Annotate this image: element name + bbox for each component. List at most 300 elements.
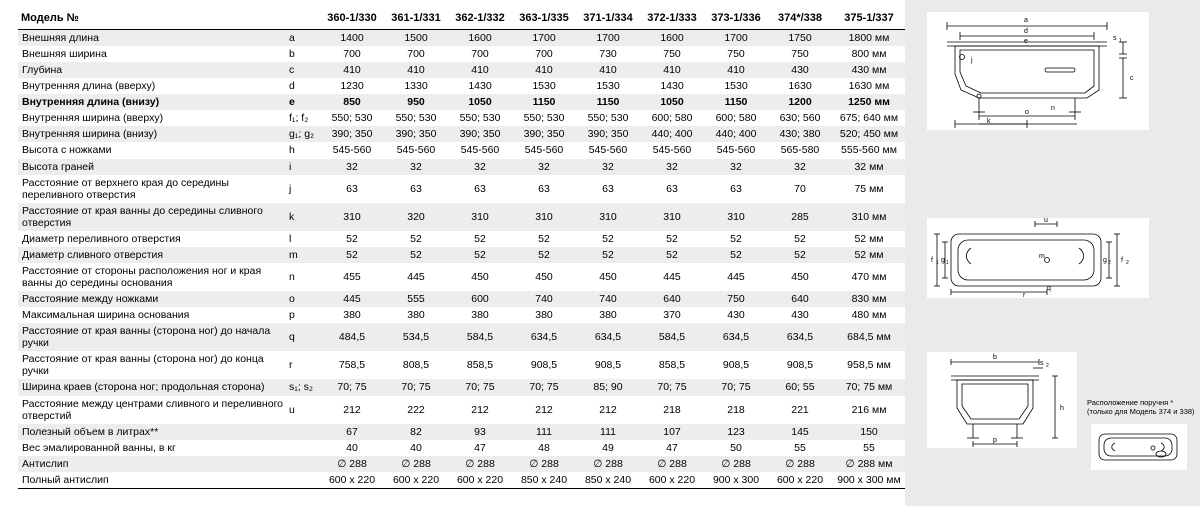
cell-value: 1700 xyxy=(576,30,640,47)
cell-value: 750 xyxy=(727,48,745,61)
cell-value: 111 xyxy=(576,424,640,440)
cell-value: 950 xyxy=(384,94,448,110)
cell-value: 390; 350 xyxy=(384,126,448,142)
cell-value: 440; 400 xyxy=(704,126,768,142)
cell-value: 1700 xyxy=(512,30,576,47)
dim-label-s2: s xyxy=(1040,360,1044,367)
cell-value: 32 xyxy=(768,159,832,175)
cell-value: 750 xyxy=(791,48,809,61)
cell-value: 600 xyxy=(448,291,512,307)
cell-value: 584,5 xyxy=(640,323,704,351)
cell-value: 640 xyxy=(640,291,704,307)
dim-label-s1: s xyxy=(1113,35,1117,42)
cell-value: 600 x 220 xyxy=(448,472,512,489)
row-label: Антислип xyxy=(18,456,286,472)
cell-value: 70; 75 xyxy=(448,379,512,395)
cell-value: 1600 xyxy=(448,30,512,47)
cell-value: 600; 580 xyxy=(651,112,693,125)
cell-value: 47 xyxy=(474,441,486,454)
table-row xyxy=(18,159,906,175)
row-label: Полный антислип xyxy=(18,472,286,489)
table-row xyxy=(18,456,906,472)
front-section-svg xyxy=(927,352,1077,448)
cell-value: 858,5 xyxy=(658,359,686,372)
cell-value: 634,5 xyxy=(768,323,832,351)
table-row xyxy=(18,203,906,231)
cell-value: 640 xyxy=(768,291,832,307)
cell-value: 63 xyxy=(346,182,358,195)
cell-value: 908,5 xyxy=(530,359,558,372)
dim-label-g1: g xyxy=(941,257,945,264)
row-symbol xyxy=(286,424,320,440)
cell-value: 480 мм xyxy=(851,309,887,322)
dim-label-u: u xyxy=(1044,218,1048,224)
cell-value: 52 xyxy=(576,247,640,263)
cell-value: 52 xyxy=(704,247,768,263)
cell-value: 93 xyxy=(448,424,512,440)
cell-value: 310 мм xyxy=(832,203,906,231)
cell-value: ∅ 288 xyxy=(448,456,512,472)
header-cell-model-2: 362-1/332 xyxy=(448,8,512,30)
cell-value: ∅ 288 мм xyxy=(832,456,906,472)
cell-value: 550; 530 xyxy=(459,112,501,125)
cell-value: 52 xyxy=(320,247,384,263)
table-row xyxy=(18,472,906,489)
cell-value: 63 xyxy=(474,182,486,195)
table-row xyxy=(18,396,906,424)
cell-value: 830 мм xyxy=(832,291,906,307)
top-plan-svg xyxy=(927,218,1149,298)
cell-value: 48 xyxy=(538,441,550,454)
cell-value: 634,5 xyxy=(704,323,768,351)
cell-value: 310 xyxy=(512,203,576,231)
row-label: Вес эмалированной ванны, в кг xyxy=(22,441,176,454)
cell-value: 440; 400 xyxy=(640,126,704,142)
cell-value: 52 xyxy=(768,247,832,263)
cell-value: 630; 560 xyxy=(779,112,821,125)
cell-value: 555 xyxy=(384,291,448,307)
row-symbol: h xyxy=(289,144,295,157)
cell-value: 600 x 220 xyxy=(768,472,832,489)
cell-value: 70; 75 xyxy=(320,379,384,395)
cell-value: 555-560 мм xyxy=(841,144,897,157)
row-symbol: m xyxy=(286,247,320,263)
cell-value: 1750 xyxy=(768,30,832,47)
cell-value: 150 xyxy=(832,424,906,440)
svg-text:2: 2 xyxy=(1046,363,1049,369)
cell-value: 1700 xyxy=(704,30,768,47)
table-row xyxy=(18,263,906,291)
cell-value: 52 мм xyxy=(854,232,884,245)
cell-value: ∅ 288 xyxy=(576,456,640,472)
cell-value: 1230 xyxy=(340,80,364,93)
dim-label-m: m xyxy=(1039,253,1045,260)
table-row xyxy=(18,231,906,247)
front-section-drawing xyxy=(927,352,1077,448)
handle-caption: Расположение поручня * (только для Модель 374 и 338) xyxy=(1087,398,1195,417)
table-row xyxy=(18,78,906,94)
cell-value: 32 xyxy=(384,159,448,175)
row-symbol: a xyxy=(286,30,320,47)
cell-value: 800 мм xyxy=(851,48,887,61)
cell-value: 545-560 xyxy=(396,144,436,157)
row-label: Внутренняя длина (вверху) xyxy=(22,80,156,93)
cell-value: 40 xyxy=(346,441,358,454)
table-row xyxy=(18,30,906,47)
side-section-svg xyxy=(927,12,1149,130)
table-row xyxy=(18,307,906,323)
cell-value: 430 xyxy=(791,309,809,322)
cell-value: 1330 xyxy=(404,80,428,93)
cell-value: 430; 380 xyxy=(768,126,832,142)
cell-value: 1530 xyxy=(596,80,620,93)
row-label: Расстояние от стороны расположения ног и края ванны до середины основания xyxy=(22,264,262,289)
cell-value: 32 xyxy=(640,159,704,175)
cell-value: 32 мм xyxy=(832,159,906,175)
cell-value: 55 xyxy=(794,441,806,454)
row-symbol: s₁; s₂ xyxy=(286,379,320,395)
cell-value: 212 xyxy=(343,403,361,416)
cell-value: 1050 xyxy=(640,94,704,110)
cell-value: 584,5 xyxy=(448,323,512,351)
row-symbol xyxy=(286,472,320,489)
row-label: Внутренняя длина (внизу) xyxy=(18,94,286,110)
cell-value: 70; 75 xyxy=(512,379,576,395)
cell-value: 1430 xyxy=(660,80,684,93)
cell-value: 445 xyxy=(407,270,425,283)
cell-value: 390; 350 xyxy=(448,126,512,142)
table-header-row xyxy=(18,8,906,30)
svg-text:1: 1 xyxy=(946,260,949,266)
row-symbol: c xyxy=(286,62,320,78)
cell-value: 545-560 xyxy=(524,144,564,157)
cell-value: 410 xyxy=(512,62,576,78)
cell-value: 107 xyxy=(640,424,704,440)
cell-value: 52 xyxy=(448,247,512,263)
cell-value: 285 xyxy=(768,203,832,231)
row-symbol: i xyxy=(286,159,320,175)
dim-label-q: q xyxy=(1047,285,1051,292)
cell-value: 63 xyxy=(410,182,422,195)
row-symbol: k xyxy=(286,203,320,231)
cell-value: ∅ 288 xyxy=(384,456,448,472)
cell-value: 1430 xyxy=(468,80,492,93)
cell-value: 1150 xyxy=(512,94,576,110)
row-symbol: l xyxy=(289,232,292,245)
cell-value: ∅ 288 xyxy=(704,456,768,472)
cell-value: 67 xyxy=(320,424,384,440)
drawings-panel xyxy=(905,0,1200,506)
cell-value: 85; 90 xyxy=(576,379,640,395)
header-cell-model-7: 374*/338 xyxy=(768,8,832,30)
cell-value: 545-560 xyxy=(588,144,628,157)
svg-text:1: 1 xyxy=(936,260,939,266)
dim-label-c: c xyxy=(1130,75,1134,82)
table-row xyxy=(18,247,906,263)
cell-value: 445 xyxy=(663,270,681,283)
cell-value: 908,5 xyxy=(786,359,814,372)
cell-value: 52 xyxy=(640,247,704,263)
cell-value: 70; 75 xyxy=(384,379,448,395)
cell-value: 52 xyxy=(384,247,448,263)
row-symbol: q xyxy=(286,323,320,351)
cell-value: ∅ 288 xyxy=(640,456,704,472)
cell-value: 684,5 мм xyxy=(832,323,906,351)
row-symbol: e xyxy=(286,94,320,110)
cell-value: 700 xyxy=(343,48,361,61)
cell-value: 1150 xyxy=(704,94,768,110)
cell-value: 212 xyxy=(535,403,553,416)
cell-value: 700 xyxy=(535,48,553,61)
dim-label-r: r xyxy=(1023,292,1026,298)
handle-position-drawing xyxy=(1091,424,1187,470)
cell-value: 50 xyxy=(730,441,742,454)
cell-value: 216 мм xyxy=(851,403,887,416)
cell-value: 900 x 300 xyxy=(704,472,768,489)
row-label: Расстояние от верхнего края до середины переливного отверстия xyxy=(22,176,229,201)
cell-value: 218 xyxy=(663,403,681,416)
cell-value: 565-580 xyxy=(780,144,820,157)
cell-value: 550; 530 xyxy=(331,112,373,125)
cell-value: 221 xyxy=(791,403,809,416)
cell-value: 63 xyxy=(666,182,678,195)
cell-value: 145 xyxy=(768,424,832,440)
header-cell-model-1: 361-1/331 xyxy=(384,8,448,30)
cell-value: 430 мм xyxy=(832,62,906,78)
row-symbol: j xyxy=(289,182,292,195)
row-symbol: u xyxy=(289,403,295,416)
cell-value: 380 xyxy=(535,309,553,322)
cell-value: 1050 xyxy=(448,94,512,110)
cell-value: 63 xyxy=(538,182,550,195)
cell-value: 1200 xyxy=(768,94,832,110)
cell-value: 758,5 xyxy=(338,359,366,372)
row-symbol: f₁; f₂ xyxy=(289,112,309,125)
row-symbol: d xyxy=(289,80,295,93)
dim-label-a: a xyxy=(1024,17,1028,24)
row-label: Расстояние от края ванны (сторона ног) до начала ручки xyxy=(18,323,286,351)
dim-label-j: j xyxy=(971,57,973,64)
cell-value: 32 xyxy=(704,159,768,175)
side-section-drawing xyxy=(927,12,1149,130)
row-symbol xyxy=(286,456,320,472)
row-symbol: p xyxy=(289,309,295,322)
cell-value: 410 xyxy=(384,62,448,78)
cell-value: 63 xyxy=(602,182,614,195)
cell-value: 730 xyxy=(599,48,617,61)
row-label: Внутренняя ширина (вверху) xyxy=(22,112,164,125)
cell-value: 1630 xyxy=(788,80,812,93)
cell-value: 750 xyxy=(663,48,681,61)
cell-value: 450 xyxy=(535,270,553,283)
cell-value: 32 xyxy=(512,159,576,175)
cell-value: 900 x 300 мм xyxy=(832,472,906,489)
cell-value: 410 xyxy=(448,62,512,78)
dim-label-k: k xyxy=(987,118,991,125)
dim-label-e: e xyxy=(1024,38,1028,45)
cell-value: 545-560 xyxy=(332,144,372,157)
row-label: Расстояние между ножками xyxy=(18,291,286,307)
cell-value: 320 xyxy=(384,203,448,231)
row-label: Расстояние от края ванны (сторона ног) до конца ручки xyxy=(22,353,264,378)
cell-value: 445 xyxy=(727,270,745,283)
table-row xyxy=(18,62,906,78)
row-symbol: b xyxy=(289,48,295,61)
cell-value: 380 xyxy=(407,309,425,322)
dim-label-g2: g xyxy=(1103,257,1107,264)
row-symbol xyxy=(286,440,320,456)
cell-value: 545-560 xyxy=(460,144,500,157)
header-cell-model-8: 375-1/337 xyxy=(832,8,906,30)
cell-value: 550; 530 xyxy=(587,112,629,125)
cell-value: 75 мм xyxy=(854,182,884,195)
row-symbol: n xyxy=(289,270,295,283)
cell-value: 123 xyxy=(704,424,768,440)
header-cell-model-4: 371-1/334 xyxy=(576,8,640,30)
cell-value: 410 xyxy=(640,62,704,78)
cell-value: 310 xyxy=(640,203,704,231)
table-row xyxy=(18,351,906,379)
cell-value: 370 xyxy=(663,309,681,322)
cell-value: 222 xyxy=(407,403,425,416)
cell-value: 212 xyxy=(599,403,617,416)
cell-value: 858,5 xyxy=(466,359,494,372)
cell-value: 47 xyxy=(666,441,678,454)
row-label: Максимальная ширина основания xyxy=(22,309,190,322)
cell-value: 390; 350 xyxy=(576,126,640,142)
cell-value: 700 xyxy=(471,48,489,61)
cell-value: 484,5 xyxy=(320,323,384,351)
cell-value: 111 xyxy=(512,424,576,440)
cell-value: 82 xyxy=(384,424,448,440)
cell-value: 1400 xyxy=(320,30,384,47)
dim-label-b: b xyxy=(993,354,997,361)
cell-value: 218 xyxy=(727,403,745,416)
cell-value: 52 xyxy=(666,232,678,245)
table-row xyxy=(18,379,906,395)
dim-label-d: d xyxy=(1024,28,1028,35)
cell-value: 70 xyxy=(794,182,806,195)
svg-text:2: 2 xyxy=(1108,260,1111,266)
row-label: Диаметр переливного отверстия xyxy=(22,232,181,245)
cell-value: 675; 640 мм xyxy=(839,112,899,125)
cell-value: 550; 530 xyxy=(395,112,437,125)
header-cell-model-3: 363-1/335 xyxy=(512,8,576,30)
cell-value: 445 xyxy=(320,291,384,307)
cell-value: 1150 xyxy=(576,94,640,110)
cell-value: 750 xyxy=(704,291,768,307)
header-cell-symbol xyxy=(286,8,320,30)
svg-text:2: 2 xyxy=(1126,260,1129,266)
cell-value: 908,5 xyxy=(722,359,750,372)
cell-value: 390; 350 xyxy=(512,126,576,142)
cell-value: 1530 xyxy=(532,80,556,93)
cell-value: 70; 75 xyxy=(640,379,704,395)
cell-value: 850 x 240 xyxy=(512,472,576,489)
cell-value: 470 мм xyxy=(851,270,887,283)
cell-value: 455 xyxy=(343,270,361,283)
cell-value: 430 xyxy=(727,309,745,322)
cell-value: 380 xyxy=(343,309,361,322)
cell-value: 850 xyxy=(320,94,384,110)
cell-value: 1530 xyxy=(724,80,748,93)
cell-value: 52 xyxy=(346,232,358,245)
cell-value: 700 xyxy=(407,48,425,61)
cell-value: 545-560 xyxy=(716,144,756,157)
cell-value: 40 xyxy=(410,441,422,454)
table-row xyxy=(18,175,906,203)
table-row xyxy=(18,94,906,110)
row-symbol: o xyxy=(286,291,320,307)
cell-value: 600 x 220 xyxy=(640,472,704,489)
cell-value: 550; 530 xyxy=(523,112,565,125)
header-cell-model-5: 372-1/333 xyxy=(640,8,704,30)
cell-value: 450 xyxy=(599,270,617,283)
cell-value: 740 xyxy=(576,291,640,307)
cell-value: 52 xyxy=(474,232,486,245)
cell-value: 600 x 220 xyxy=(320,472,384,489)
cell-value: 63 xyxy=(730,182,742,195)
cell-value: 32 xyxy=(320,159,384,175)
cell-value: ∅ 288 xyxy=(320,456,384,472)
row-symbol: r xyxy=(289,359,293,372)
cell-value: 740 xyxy=(512,291,576,307)
header-cell-model-0: 360-1/330 xyxy=(320,8,384,30)
specifications-table-wrap xyxy=(18,8,901,489)
header-cell-model-6: 373-1/336 xyxy=(704,8,768,30)
cell-value: 52 xyxy=(512,247,576,263)
cell-value: 52 xyxy=(538,232,550,245)
cell-value: 52 xyxy=(730,232,742,245)
cell-value: 410 xyxy=(576,62,640,78)
dim-label-h: h xyxy=(1060,405,1064,412)
cell-value: 520; 450 мм xyxy=(832,126,906,142)
cell-value: 1250 мм xyxy=(832,94,906,110)
header-cell-model: Модель № xyxy=(18,8,286,30)
cell-value: 380 xyxy=(471,309,489,322)
cell-value: 600 x 220 xyxy=(384,472,448,489)
cell-value: 60; 55 xyxy=(768,379,832,395)
row-label: Расстояние от края ванны до середины сливного отверстия xyxy=(18,203,286,231)
cell-value: 600; 580 xyxy=(715,112,757,125)
cell-value: 380 xyxy=(599,309,617,322)
table-row xyxy=(18,424,906,440)
table-row xyxy=(18,110,906,126)
row-label: Высота с ножками xyxy=(22,144,112,157)
cell-value: 808,5 xyxy=(402,359,430,372)
cell-value: 634,5 xyxy=(512,323,576,351)
cell-value: 545-560 xyxy=(652,144,692,157)
dim-label-n: n xyxy=(1051,105,1055,112)
table-row xyxy=(18,440,906,456)
cell-value: 908,5 xyxy=(594,359,622,372)
specifications-table xyxy=(18,8,906,489)
cell-value: 310 xyxy=(448,203,512,231)
cell-value: ∅ 288 xyxy=(512,456,576,472)
cell-value: 49 xyxy=(602,441,614,454)
row-symbol: g₁; g₂ xyxy=(286,126,320,142)
dim-label-f2: f xyxy=(1121,257,1123,264)
cell-value: 1800 мм xyxy=(832,30,906,47)
cell-value: 850 x 240 xyxy=(576,472,640,489)
table-row xyxy=(18,323,906,351)
row-label: Высота граней xyxy=(18,159,286,175)
handle-position-svg xyxy=(1091,424,1187,470)
cell-value: 55 xyxy=(863,441,875,454)
cell-value: 1600 xyxy=(640,30,704,47)
cell-value: 634,5 xyxy=(576,323,640,351)
row-label: Диаметр сливного отверстия xyxy=(18,247,286,263)
